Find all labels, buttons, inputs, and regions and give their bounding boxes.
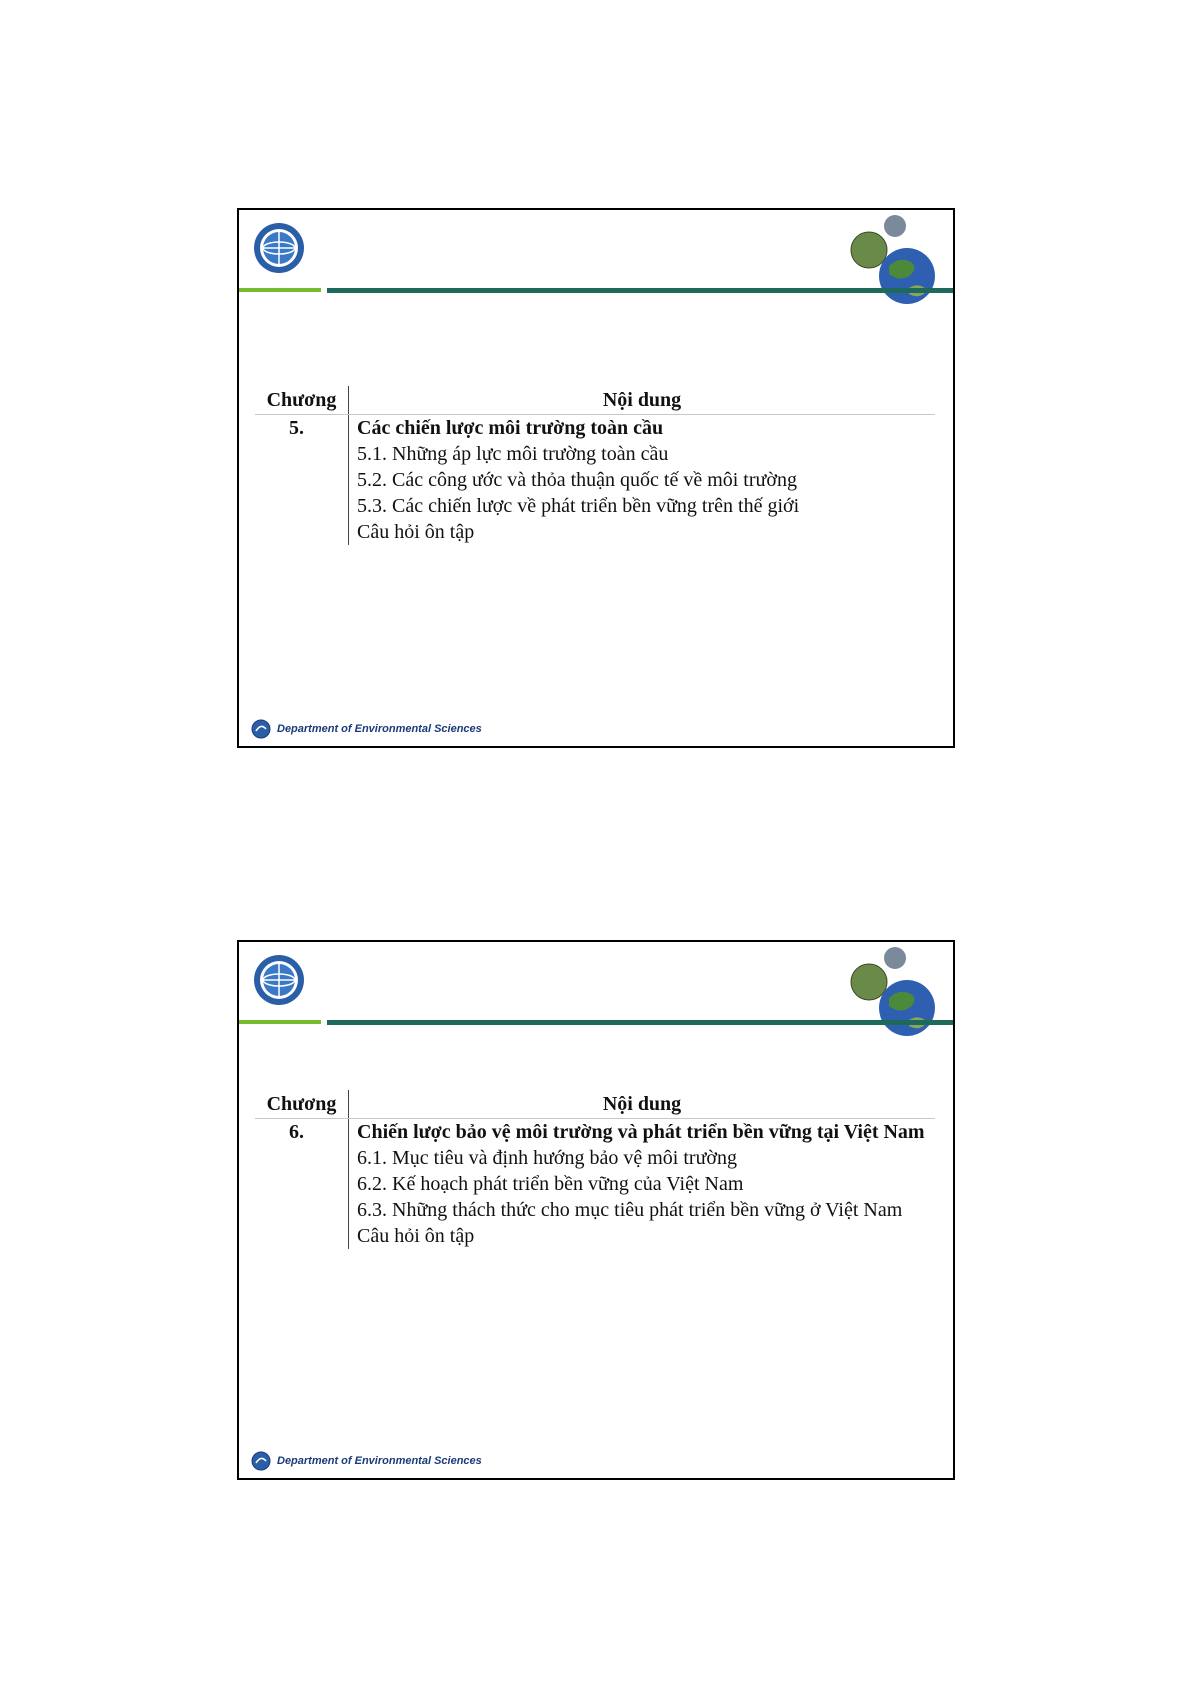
list-item: 6.3. Những thách thức cho mục tiêu phát triển bền vững ở Việt Nam <box>357 1199 903 1221</box>
toc-header-row <box>255 1090 935 1119</box>
header-accent-line-green <box>239 1020 321 1024</box>
list-item: 6.1. Mục tiêu và định hướng bảo vệ môi trường <box>357 1147 737 1169</box>
column-header-content: Nội dung <box>602 389 682 411</box>
list-item: 5.2. Các công ước và thỏa thuận quốc tế về môi trường <box>357 469 797 491</box>
list-item: Câu hỏi ôn tập <box>357 521 475 543</box>
header-accent-line-green <box>239 288 321 292</box>
footer-text: Department of Environmental Sciences <box>277 1455 482 1467</box>
chapter-content <box>349 1119 935 1249</box>
chapter-title: Các chiến lược môi trường toàn cầu <box>357 417 664 439</box>
column-header-content: Nội dung <box>602 1093 682 1115</box>
globes-icon <box>849 944 939 1040</box>
footer <box>251 1450 482 1472</box>
slide-2 <box>237 940 955 1480</box>
header-accent-line-teal <box>327 1020 955 1025</box>
toc-row <box>255 415 935 545</box>
toc-header-row <box>255 386 935 415</box>
department-logo-icon <box>251 1451 271 1471</box>
column-header-chapter: Chương <box>255 1090 349 1118</box>
university-seal-icon <box>253 954 305 1006</box>
department-logo-icon <box>251 719 271 739</box>
chapter-number: 6. <box>255 1119 349 1249</box>
list-item: 5.1. Những áp lực môi trường toàn cầu <box>357 443 669 465</box>
list-item: Câu hỏi ôn tập <box>357 1225 475 1247</box>
chapter-content <box>349 415 935 545</box>
column-header-chapter: Chương <box>255 386 349 414</box>
footer <box>251 718 482 740</box>
slide-1 <box>237 208 955 748</box>
list-item: 5.3. Các chiến lược về phát triển bền vững trên thế giới <box>357 495 800 517</box>
list-item: 6.2. Kế hoạch phát triển bền vững của Việt Nam <box>357 1173 744 1195</box>
chapter-number: 5. <box>255 415 349 545</box>
university-seal-icon <box>253 222 305 274</box>
header-accent-line-teal <box>327 288 955 293</box>
toc-table <box>255 386 935 545</box>
toc-table <box>255 1090 935 1249</box>
toc-row <box>255 1119 935 1249</box>
globes-icon <box>849 212 939 308</box>
footer-text: Department of Environmental Sciences <box>277 723 482 735</box>
chapter-title: Chiến lược bảo vệ môi trường và phát triển bền vững tại Việt Nam <box>357 1121 925 1143</box>
